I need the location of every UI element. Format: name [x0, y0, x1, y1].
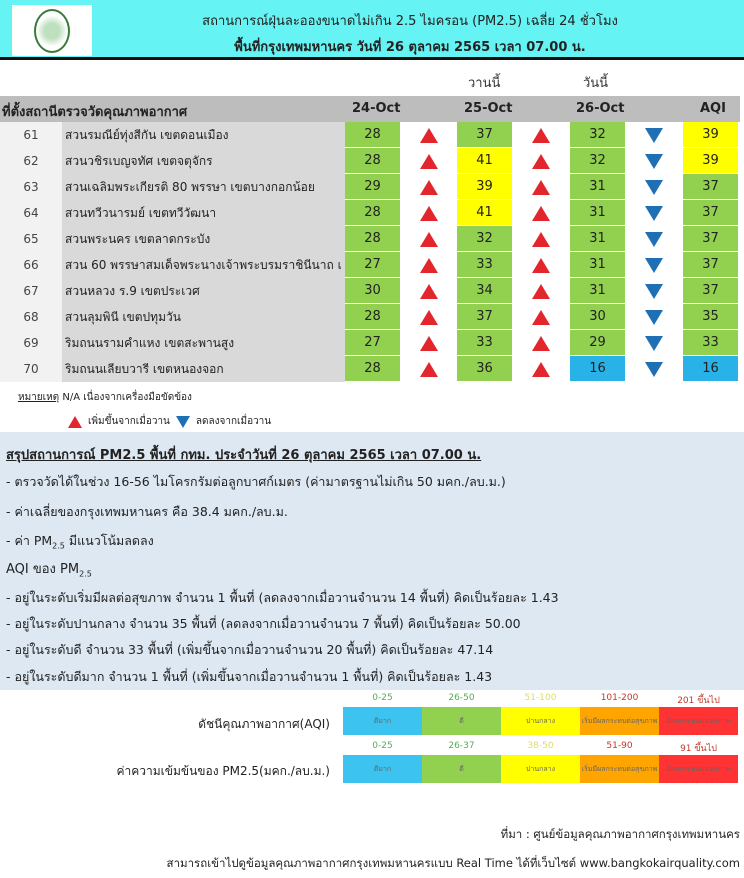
up-arrow-icon: [512, 226, 569, 252]
up-arrow-icon: [512, 148, 569, 174]
value-24oct: 28: [345, 356, 400, 381]
up-arrow-icon: [400, 226, 457, 252]
up-arrow-icon: [400, 278, 457, 304]
value-26oct: 31: [570, 226, 625, 251]
aqi-value: 35: [683, 304, 738, 329]
down-arrow-icon: [625, 304, 682, 330]
scale-level-box: เริ่มมีผลกระทบต่อสุขภาพ: [580, 707, 659, 735]
scale-range: 26-50: [448, 693, 475, 703]
value-24oct: 27: [345, 330, 400, 355]
value-26oct: 31: [570, 278, 625, 303]
aqi-value: 39: [683, 148, 738, 173]
up-arrow-icon: [68, 416, 82, 428]
station-number: 62: [0, 148, 62, 174]
down-arrow-icon: [625, 148, 682, 174]
note-label: หมายเหตุ: [18, 392, 60, 403]
value-24oct: 30: [345, 278, 400, 303]
scale-range: 38-50: [527, 741, 554, 751]
arrow-legend: [68, 414, 271, 429]
table-row: [0, 174, 740, 200]
text: 2.5: [52, 541, 65, 551]
station-number: 68: [0, 304, 62, 330]
aqi-line: - อยู่ในระดับดี จำนวน 33 พื้นที่ (เพิ่มขึ้นจากเมื่อวานจำนวน 20 พื้นที่) คิดเป็นร้อยละ 47.14: [6, 642, 494, 657]
value-26oct: 31: [570, 252, 625, 277]
table-row: [0, 356, 740, 382]
scale-level-box: มีผลกระทบต่อสุขภาพ: [659, 755, 738, 783]
value-26oct: 31: [570, 200, 625, 225]
up-arrow-icon: [512, 356, 569, 382]
up-arrow-icon: [512, 122, 569, 148]
summary-panel: [0, 432, 744, 690]
value-24oct: 28: [345, 122, 400, 147]
value-25oct: 36: [457, 356, 512, 381]
up-arrow-icon: [512, 252, 569, 278]
up-arrow-icon: [512, 200, 569, 226]
value-26oct: 32: [570, 122, 625, 147]
up-arrow-icon: [400, 122, 457, 148]
station-number: 69: [0, 330, 62, 356]
scale-range: 0-25: [372, 741, 393, 751]
station-name: สวนทวีวนารมย์ เขตทวีวัฒนา: [62, 200, 345, 226]
value-24oct: 29: [345, 174, 400, 199]
text: 2.5: [79, 569, 92, 579]
table-row: [0, 122, 740, 148]
up-arrow-icon: [512, 330, 569, 356]
header-26oct: 26-Oct: [576, 101, 625, 116]
aqi-title: [6, 558, 92, 579]
station-name: สวนพระนคร เขตลาดกระบัง: [62, 226, 345, 252]
up-arrow-icon: [512, 278, 569, 304]
station-name: ริมถนนรามคำแหง เขตสะพานสูง: [62, 330, 345, 356]
text: AQI ของ PM: [6, 562, 80, 577]
legend-up: เพิ่มขึ้นจากเมื่อวาน: [88, 416, 170, 427]
scale-level-box: มีผลกระทบต่อสุขภาพ: [659, 707, 738, 735]
up-arrow-icon: [512, 304, 569, 330]
value-25oct: 37: [457, 304, 512, 329]
up-arrow-icon: [400, 148, 457, 174]
station-name: สวนเฉลิมพระเกียรติ 80 พรรษา เขตบางกอกน้อย: [62, 174, 345, 200]
aqi-line: - อยู่ในระดับปานกลาง จำนวน 35 พื้นที่ (ลดลงจากเมื่อวานจำนวน 7 พื้นที่) คิดเป็นร้อยละ 50.00: [6, 616, 521, 631]
value-25oct: 39: [457, 174, 512, 199]
up-arrow-icon: [512, 174, 569, 200]
up-arrow-icon: [400, 174, 457, 200]
value-25oct: 41: [457, 200, 512, 225]
station-name: สวน 60 พรรษาสมเด็จพระนางเจ้าพระบรมราชินีนาถ เ: [62, 252, 345, 278]
station-name: สวนวชิรเบญจทัศ เขตจตุจักร: [62, 148, 345, 174]
aqi-line: - อยู่ในระดับเริ่มมีผลต่อสุขภาพ จำนวน 1 พื้นที่ (ลดลงจากเมื่อวานจำนวน 14 พื้นที่) คิดเป็นร้อยละ 1.43: [6, 590, 559, 605]
header-aqi: AQI: [700, 101, 726, 116]
station-number: 67: [0, 278, 62, 304]
summary-line: [6, 531, 154, 551]
down-arrow-icon: [625, 278, 682, 304]
pm-scale-label: ค่าความเข้มข้นของ PM2.5(มคก./ลบ.ม.): [116, 764, 330, 778]
today-label: วันนี้: [583, 76, 609, 91]
aqi-value: 37: [683, 252, 738, 277]
aqi-line: - อยู่ในระดับดีมาก จำนวน 1 พื้นที่ (เพิ่มขึ้นจากเมื่อวานจำนวน 1 พื้นที่) คิดเป็นร้อยละ 1.43: [6, 669, 493, 684]
table-row: [0, 278, 740, 304]
header-24oct: 24-Oct: [352, 101, 401, 116]
summary-title: สรุปสถานการณ์ PM2.5 พื้นที่ กทม. ประจำวันที่ 26 ตุลาคม 2565 เวลา 07.00 น.: [6, 448, 482, 463]
station-number: 63: [0, 174, 62, 200]
value-25oct: 32: [457, 226, 512, 251]
station-name: สวนหลวง ร.9 เขตประเวศ: [62, 278, 345, 304]
aqi-value: 37: [683, 226, 738, 251]
realtime-link[interactable]: สามารถเข้าไปดูข้อมูลคุณภาพอากาศกรุงเทพมหานครแบบ Real Time ได้ที่เว็บไซต์ www.bangkokairquality.com: [166, 856, 740, 870]
station-name: สวนรมณีย์ทุ่งสีกัน เขตดอนเมือง: [62, 122, 345, 148]
down-arrow-icon: [625, 226, 682, 252]
value-24oct: 28: [345, 148, 400, 173]
value-26oct: 31: [570, 174, 625, 199]
header-subtitle: พื้นที่กรุงเทพมหานคร วันที่ 26 ตุลาคม 2565 เวลา 07.00 น.: [234, 40, 586, 55]
station-number: 66: [0, 252, 62, 278]
aqi-value: 16: [683, 356, 738, 381]
header-title: สถานการณ์ฝุ่นละอองขนาดไม่เกิน 2.5 ไมครอน (PM2.5) เฉลี่ย 24 ชั่วโมง: [202, 14, 618, 29]
scale-level-box: เริ่มมีผลกระทบต่อสุขภาพ: [580, 755, 659, 783]
value-25oct: 37: [457, 122, 512, 147]
station-name: ริมถนนเลียบวารี เขตหนองจอก: [62, 356, 345, 382]
up-arrow-icon: [400, 304, 457, 330]
station-name: สวนลุมพินี เขตปทุมวัน: [62, 304, 345, 330]
station-number: 61: [0, 122, 62, 148]
value-26oct: 16: [570, 356, 625, 381]
up-arrow-icon: [400, 330, 457, 356]
summary-line: - ตรวจวัดได้ในช่วง 16-56 ไมโครกรัมต่อลูกบาศก์เมตร (ค่ามาตรฐานไม่เกิน 50 มคก./ลบ.ม.): [6, 474, 506, 489]
header-25oct: 25-Oct: [464, 101, 513, 116]
scale-level-box: ปานกลาง: [501, 707, 580, 735]
down-arrow-icon: [625, 252, 682, 278]
scale-range: 51-90: [606, 741, 633, 751]
station-number: 65: [0, 226, 62, 252]
value-24oct: 28: [345, 304, 400, 329]
down-arrow-icon: [625, 356, 682, 382]
text: - ค่า PM: [6, 533, 53, 548]
scale-range: 101-200: [600, 693, 639, 703]
table-row: [0, 330, 740, 356]
value-25oct: 33: [457, 330, 512, 355]
header-station: ที่ตั้งสถานีตรวจวัดคุณภาพอากาศ: [2, 105, 188, 120]
table-row: [0, 304, 740, 330]
aqi-value: 37: [683, 174, 738, 199]
value-26oct: 30: [570, 304, 625, 329]
scale-range: 51-100: [524, 693, 557, 703]
up-arrow-icon: [400, 356, 457, 382]
value-26oct: 32: [570, 148, 625, 173]
source: ที่มา : ศูนย์ข้อมูลคุณภาพอากาศกรุงเทพมหานคร: [500, 827, 740, 841]
value-25oct: 34: [457, 278, 512, 303]
value-25oct: 33: [457, 252, 512, 277]
table-row: [0, 252, 740, 278]
scale-level-box: ดีมาก: [343, 755, 422, 783]
scale-range: 0-25: [372, 693, 393, 703]
down-arrow-icon: [625, 330, 682, 356]
down-arrow-icon: [176, 416, 190, 428]
aqi-value: 39: [683, 122, 738, 147]
value-24oct: 28: [345, 226, 400, 251]
aqi-value: 37: [683, 200, 738, 225]
text: มีแนวโน้มลดลง: [64, 533, 154, 548]
scale-level-box: ดีมาก: [343, 707, 422, 735]
scale-level-box: ปานกลาง: [501, 755, 580, 783]
aqi-value: 33: [683, 330, 738, 355]
down-arrow-icon: [625, 174, 682, 200]
scale-level-box: ดี: [422, 755, 501, 783]
value-24oct: 28: [345, 200, 400, 225]
down-arrow-icon: [625, 122, 682, 148]
table-row: [0, 200, 740, 226]
station-number: 64: [0, 200, 62, 226]
aqi-value: 37: [683, 278, 738, 303]
table-row: [0, 226, 740, 252]
header-banner: [0, 0, 744, 60]
yesterday-label: วานนี้: [468, 76, 501, 91]
table-row: [0, 148, 740, 174]
bma-logo: [12, 5, 92, 56]
station-number: 70: [0, 356, 62, 382]
scale-range: 91 ขึ้นไป: [680, 744, 717, 754]
summary-line: - ค่าเฉลี่ยของกรุงเทพมหานคร คือ 38.4 มคก./ลบ.ม.: [6, 504, 288, 519]
value-24oct: 27: [345, 252, 400, 277]
table-header: [0, 96, 740, 122]
down-arrow-icon: [625, 200, 682, 226]
aqi-scale-label: ดัชนีคุณภาพอากาศ(AQI): [198, 717, 330, 731]
note: [18, 390, 192, 405]
scale-level-box: ดี: [422, 707, 501, 735]
value-25oct: 41: [457, 148, 512, 173]
scale-range: 26-37: [448, 741, 475, 751]
value-26oct: 29: [570, 330, 625, 355]
scale-range: 201 ขึ้นไป: [677, 696, 720, 706]
up-arrow-icon: [400, 200, 457, 226]
note-text: N/A เนื่องจากเครื่องมือขัดข้อง: [62, 392, 192, 403]
legend-down: ลดลงจากเมื่อวาน: [195, 416, 272, 427]
up-arrow-icon: [400, 252, 457, 278]
